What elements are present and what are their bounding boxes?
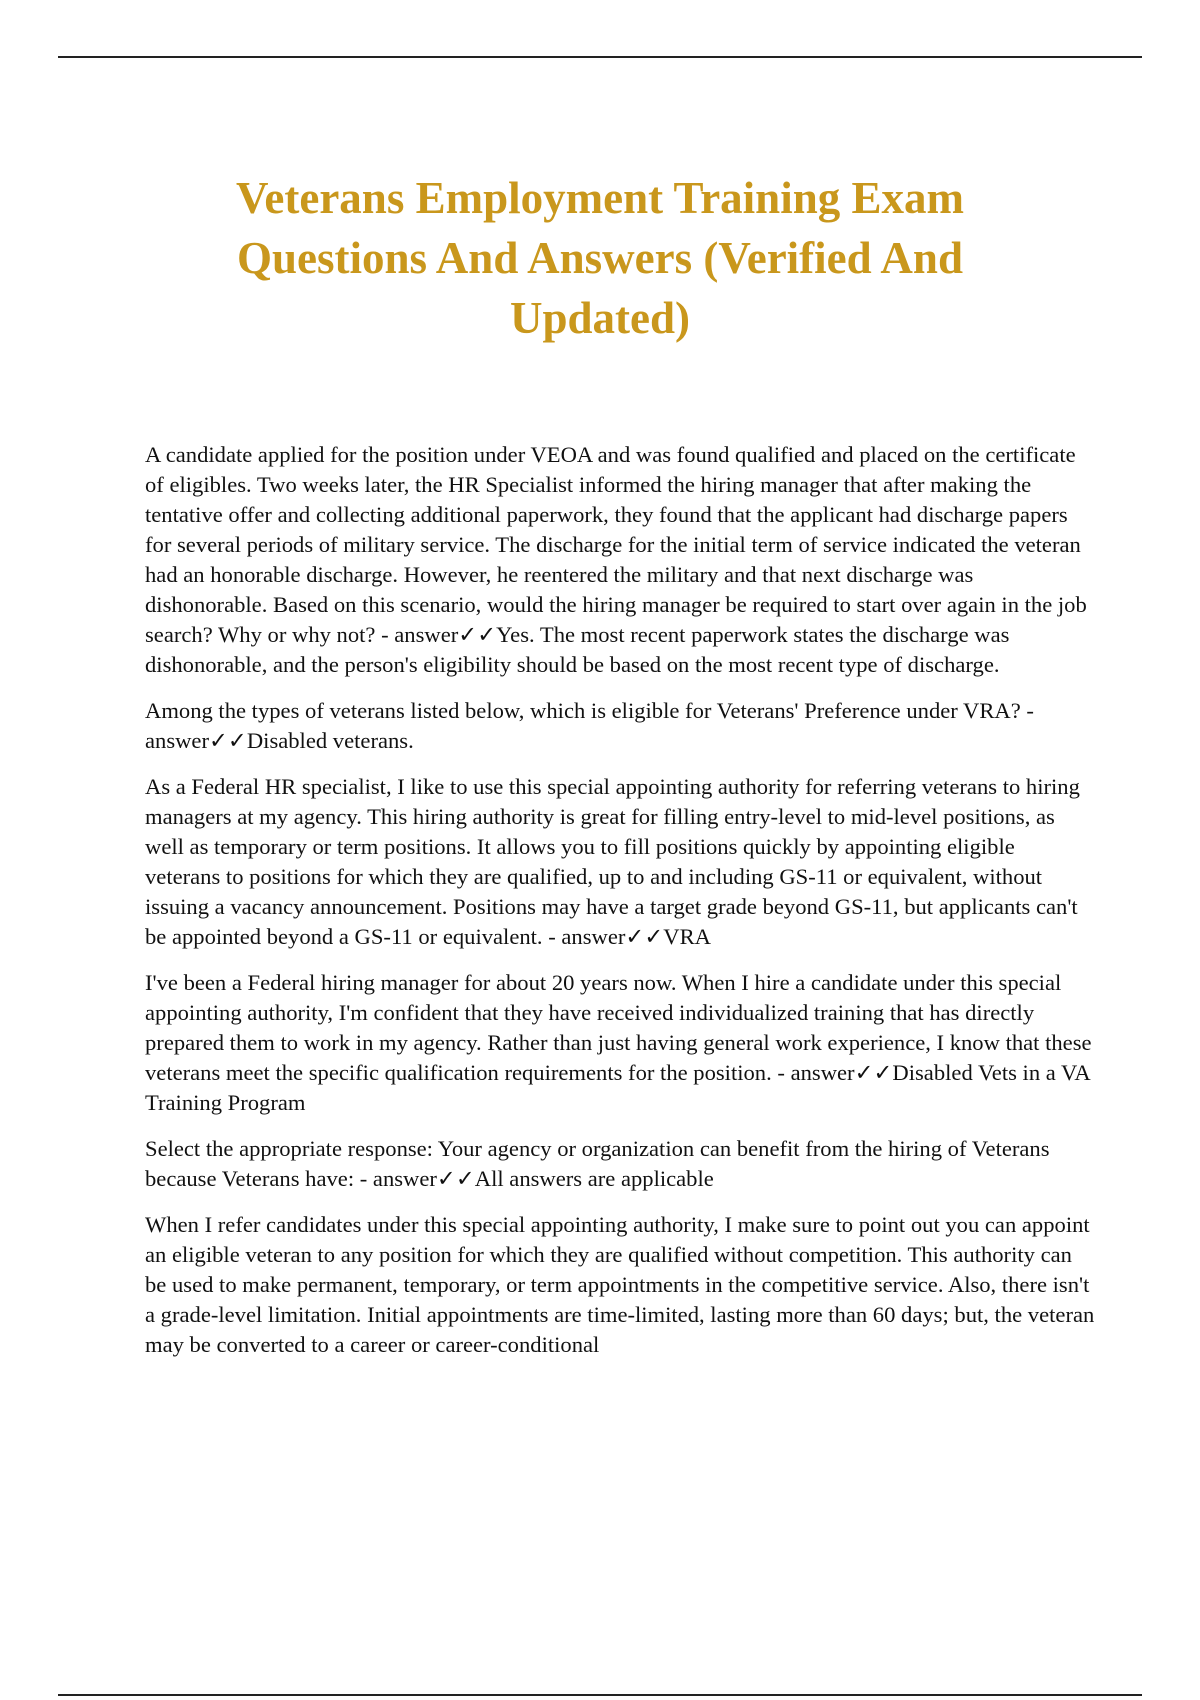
qa-item: I've been a Federal hiring manager for about 20 years now. When I hire a candidate under this special appointing authority, I'm confident that they have received individualized training that has directly prepared them to work in my agency. Rather than just having general work experience, I know that these veterans meet the specific qualification requirements for the position. - answer✓✓Disabled Vets in a VA Training Program bbox=[145, 970, 1092, 1115]
qa-item: Select the appropriate response: Your agency or organization can benefit from the hiring of Veterans because Veterans have: - answer✓✓All answers are applicable bbox=[145, 1136, 1050, 1191]
footer-rule bbox=[58, 1694, 1142, 1696]
qa-item: A candidate applied for the position under VEOA and was found qualified and placed on the certificate of eligibles. Two weeks later, the HR Specialist informed the hiring manager that after making the tentative offer and collecting additional paperwork, they found that the applicant had discharge papers for several periods of military service. The discharge for the initial term of service indicated the veteran had an honorable discharge. However, he reentered the military and that next discharge was dishonorable. Based on this scenario, would the hiring manager be required to start over again in the job search? Why or why not? - answer✓✓Yes. The most recent paperwork states the discharge was dishonorable, and the person's eligibility should be based on the most recent type of discharge. bbox=[145, 442, 1087, 677]
header-rule bbox=[58, 56, 1142, 58]
qa-item: As a Federal HR specialist, I like to use this special appointing authority for referring veterans to hiring managers at my agency. This hiring authority is great for filling entry-level to mid-level positions, as well as temporary or term positions. It allows you to fill positions quickly by appointing eligible veterans to positions for which they are qualified, up to and including GS-11 or equivalent, without issuing a vacancy announcement. Positions may have a target grade beyond GS-11, but applicants can't be appointed beyond a GS-11 or equivalent. - answer✓✓VRA bbox=[145, 774, 1080, 949]
document-body bbox=[145, 440, 1095, 1376]
qa-item: When I refer candidates under this special appointing authority, I make sure to point out you can appoint an eligible veteran to any position for which they are qualified without competition. This authority can be used to make permanent, temporary, or term appointments in the competitive service. Also, there isn't a grade-level limitation. Initial appointments are time-limited, lasting more than 60 days; but, the veteran may be converted to a career or career-conditional bbox=[145, 1212, 1095, 1357]
qa-item: Among the types of veterans listed below, which is eligible for Veterans' Preference under VRA? - answer✓✓Disabled veterans. bbox=[145, 698, 1034, 753]
document-title: Veterans Employment Training Exam Questions And Answers (Verified And Updated) bbox=[236, 173, 964, 343]
